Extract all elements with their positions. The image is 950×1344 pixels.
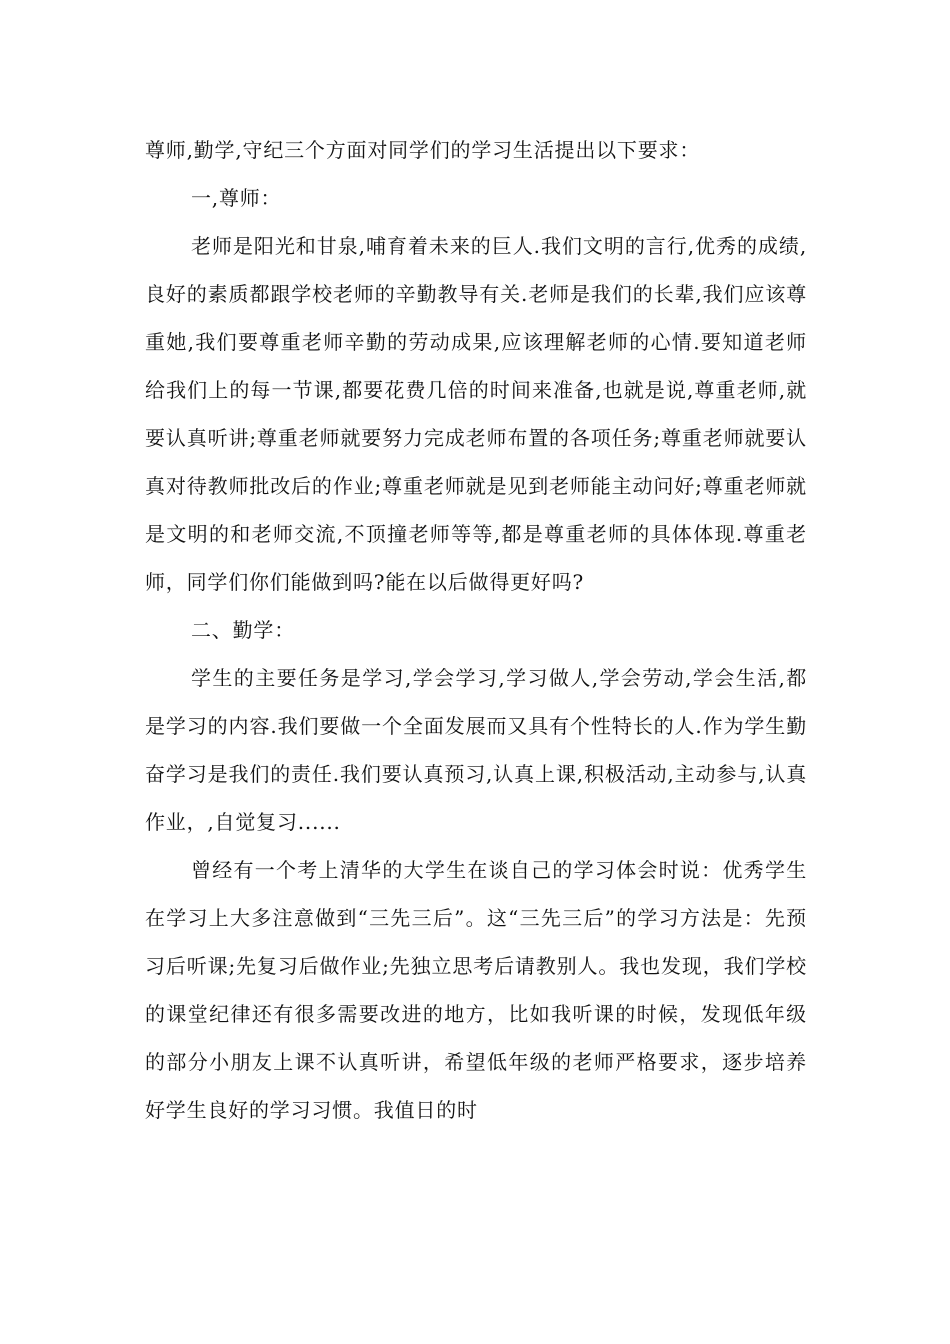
- paragraph-study-method: 曾经有一个考上清华的大学生在谈自己的学习体会时说：优秀学生在学习上大多注意做到“三先三后”。这“三先三后”的学习方法是：先预习后听课;先复习后做作业;先独立思考后请教别人。我也发现，我们学校的课堂纪律还有很多需要改进的地方，比如我听课的时候，发现低年级的部分小朋友上课不认真听讲，希望低年级的老师严格要求，逐步培养好学生良好的学习习惯。我值日的时: [145, 858, 807, 1122]
- section-heading-respect-teachers: 一,尊师：: [191, 186, 282, 210]
- intro-paragraph: 尊师,勤学,守纪三个方面对同学们的学习生活提出以下要求：: [145, 138, 701, 162]
- paragraph-diligent-study: 学生的主要任务是学习,学会学习,学习做人,学会劳动,学会生活,都是学习的内容.我们要做一个全面发展而又具有个性特长的人.作为学生勤奋学习是我们的责任.我们要认真预习,认真上课,积极活动,主动参与,认真作业，,自觉复习......: [145, 666, 807, 834]
- paragraph-respect-teachers: 老师是阳光和甘泉,哺育着未来的巨人.我们文明的言行,优秀的成绩,良好的素质都跟学校老师的辛勤教导有关.老师是我们的长辈,我们应该尊重她,我们要尊重老师辛勤的劳动成果,应该理解老师的心情.要知道老师给我们上的每一节课,都要花费几倍的时间来准备,也就是说,尊重老师,就要认真听讲;尊重老师就要努力完成老师布置的各项任务;尊重老师就要认真对待教师批改后的作业;尊重老师就是见到老师能主动问好;尊重老师就是文明的和老师交流,不顶撞老师等等,都是尊重老师的具体体现.尊重老师，同学们你们能做到吗?能在以后做得更好吗?: [145, 234, 807, 594]
- section-heading-diligent-study: 二、勤学：: [191, 618, 295, 642]
- document-body: [145, 126, 807, 1134]
